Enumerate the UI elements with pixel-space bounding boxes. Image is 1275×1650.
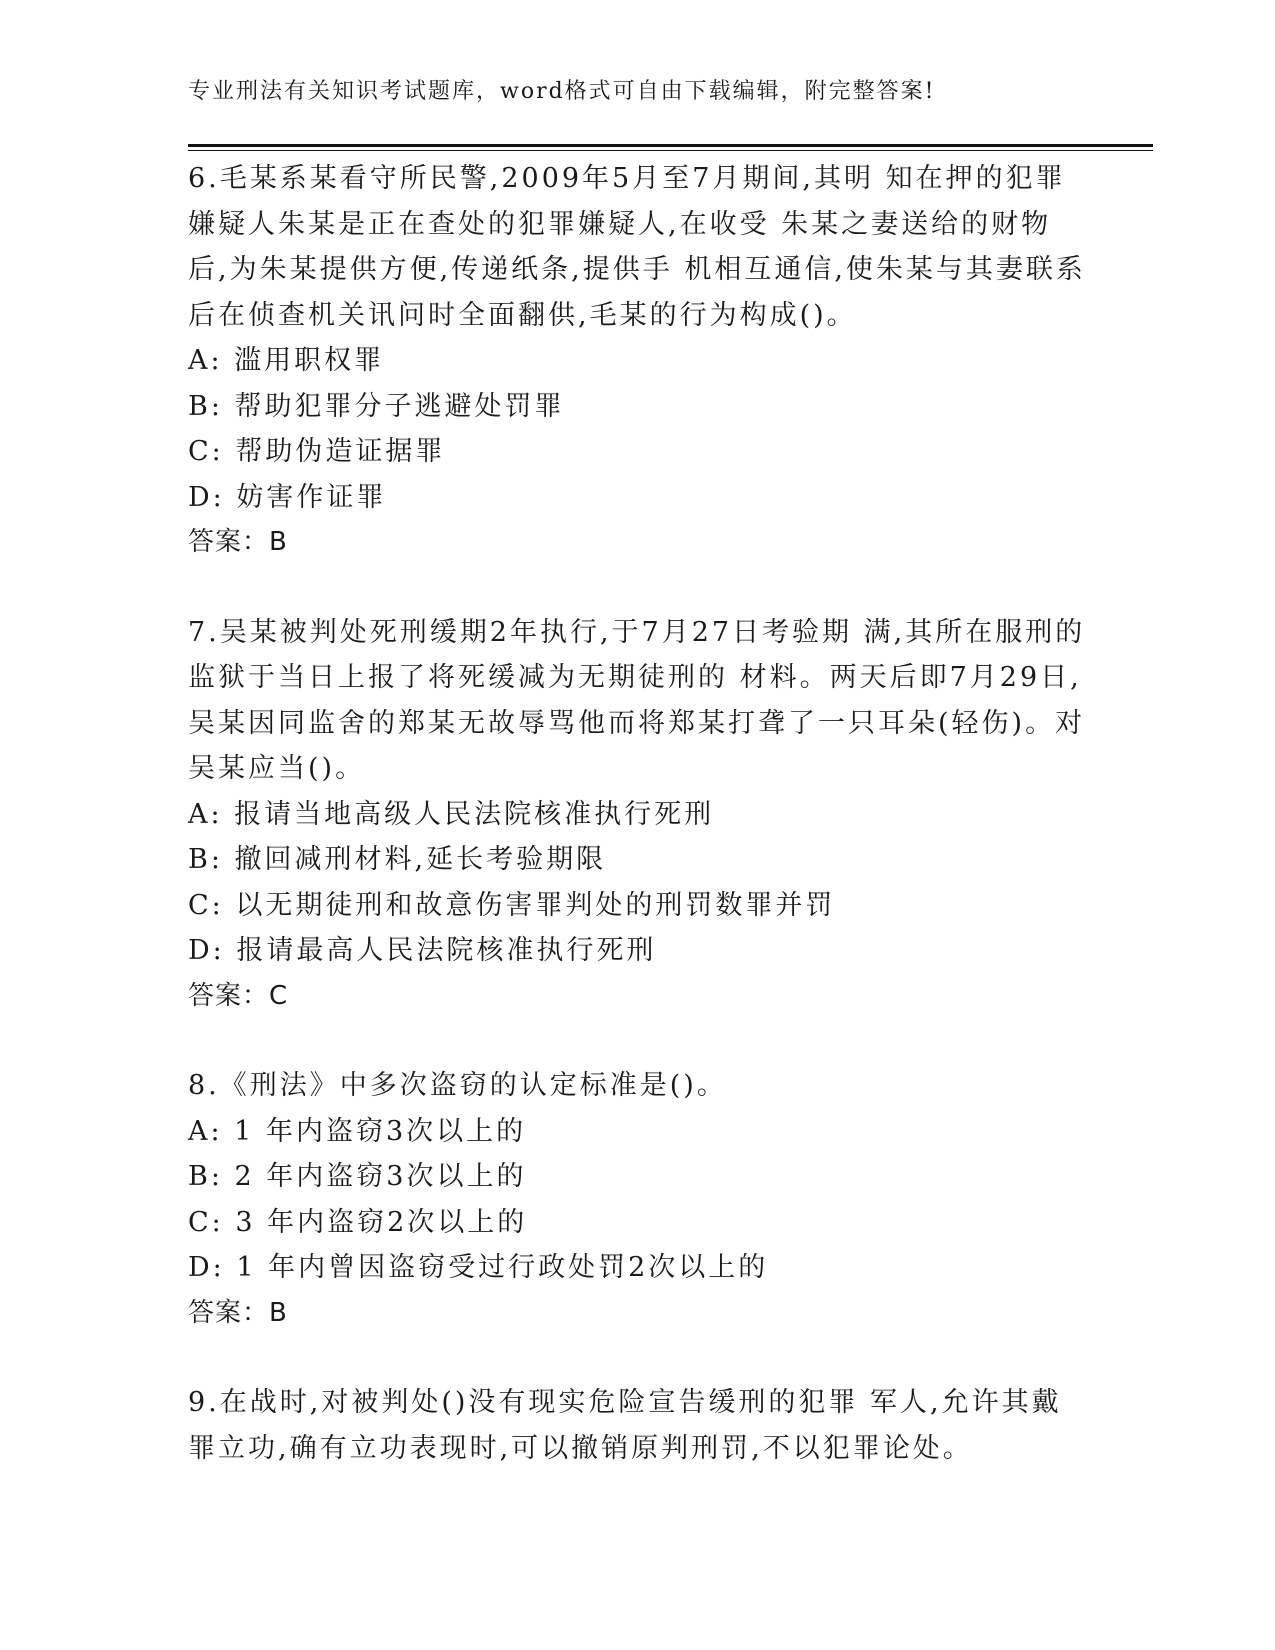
option-d: D: 妨害作证罪: [188, 481, 387, 513]
question-stem: 9.在战时,对被判处()没有现实危险宣告缓刑的犯罪 军人,允许其戴罪立功,确有立功表现时,可以撤销原判刑罚,不以犯罪论处。: [188, 1387, 1062, 1464]
option-a: A: 滥用职权罪: [188, 345, 385, 376]
option-b: B: 撤回减刑材料,延长考验期限: [188, 844, 607, 875]
question-list: [188, 156, 1088, 1471]
answer-line: 答案：C: [188, 980, 289, 1011]
option-c: C: 帮助伪造证据罪: [188, 436, 446, 467]
question-stem: 8.《刑法》中多次盗窃的认定标准是()。: [188, 1070, 727, 1101]
option-d: D: 1 年内曾因盗窃受过行政处罚2次以上的: [188, 1252, 769, 1283]
answer-line: 答案：B: [188, 527, 288, 557]
option-b: B: 2 年内盗窃3次以上的: [188, 1161, 527, 1192]
header-divider: [188, 144, 1153, 147]
question-9: [188, 1380, 1088, 1471]
option-c: C: 3 年内盗窃2次以上的: [188, 1206, 528, 1238]
option-a: A: 1 年内盗窃3次以上的: [188, 1115, 527, 1147]
question-6: [188, 156, 1088, 566]
option-c: C: 以无期徒刑和故意伤害罪判处的刑罚数罪并罚: [188, 889, 836, 921]
option-a: A: 报请当地高级人民法院核准执行死刑: [188, 798, 715, 830]
option-d: D: 报请最高人民法院核准执行死刑: [188, 935, 657, 966]
question-7: [188, 610, 1088, 1020]
option-b: B: 帮助犯罪分子逃避处罚罪: [188, 390, 565, 422]
question-stem: 6.毛某系某看守所民警,2009年5月至7月期间,其明 知在押的犯罪嫌疑人朱某是正在查处的犯罪嫌疑人,在收受 朱某之妻送给的财物后,为朱某提供方便,传递纸条,提供手 机相互通信,使朱某与其妻联系后在侦查机关讯问时全面翻供,毛某的行为构成()。: [188, 163, 1086, 331]
answer-line: 答案：B: [188, 1297, 288, 1328]
header-divider-thin: [188, 150, 1153, 151]
question-8: [188, 1063, 1088, 1336]
page-header-title: 专业刑法有关知识考试题库，word格式可自由下载编辑，附完整答案!: [188, 79, 936, 104]
question-stem: 7.吴某被判处死刑缓期2年执行,于7月27日考验期 满,其所在服刑的监狱于当日上报了将死缓减为无期徒刑的 材料。两天后即7月29日,吴某因同监舍的郑某无故辱骂他而将郑某打聋了一只耳朵(轻伤)。对吴某应当()。: [188, 616, 1086, 784]
